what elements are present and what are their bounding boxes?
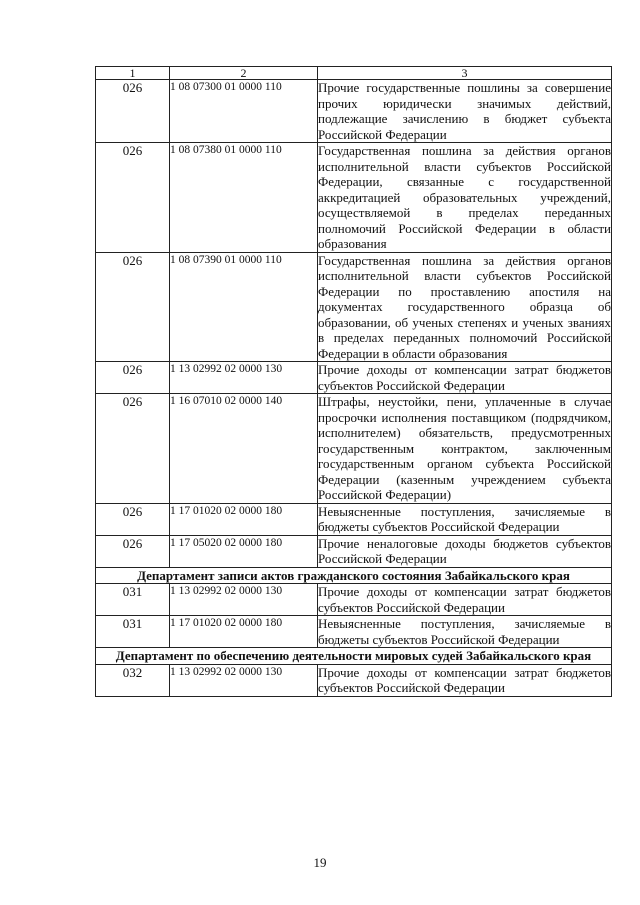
table-row [96,252,612,362]
administrator-code: 026 [96,362,170,394]
revenue-classification-code: 1 13 02992 02 0000 130 [170,664,318,696]
revenue-classification-code: 1 08 07390 01 0000 110 [170,252,318,362]
administrator-code: 026 [96,143,170,253]
administrator-code: 032 [96,664,170,696]
revenue-description: Прочие государственные пошлины за совершение прочих юридически значимых действий, подлежащие зачислению в бюджет субъекта Российской Федерации [318,80,611,142]
table-row [96,584,612,616]
section-title: Департамент по обеспечению деятельности мировых судей Забайкальского края [96,648,612,665]
revenue-classification-code: 1 17 01020 02 0000 180 [170,503,318,535]
table-row [96,362,612,394]
section-header-row [96,567,612,584]
section-header-row [96,648,612,665]
table-row [96,394,612,504]
revenue-classification-code: 1 16 07010 02 0000 140 [170,394,318,504]
page-number: 19 [313,855,327,870]
table-row [96,616,612,648]
section-title: Департамент записи актов гражданского состояния Забайкальского края [96,567,612,584]
revenue-description: Прочие неналоговые доходы бюджетов субъектов Российской Федерации [318,535,611,566]
administrator-code: 031 [96,584,170,616]
administrator-code: 031 [96,616,170,648]
administrator-code: 026 [96,503,170,535]
header-col-1: 1 [96,67,170,80]
table-row [96,503,612,535]
table-row [96,664,612,696]
revenue-classification-code: 1 08 07380 01 0000 110 [170,143,318,253]
revenue-description: Штрафы, неустойки, пени, уплаченные в случае просрочки исполнения поставщиком (подрядчиком, исполнителем) обязательств, предусмотренных государственным контрактом, заключенным государственным органом субъекта Российской Федерации (казенным учреждением субъекта Российской Федерации) [318,394,611,502]
revenue-description: Прочие доходы от компенсации затрат бюджетов субъектов Российской Федерации [318,664,611,695]
table-row [96,535,612,567]
administrator-code: 026 [96,394,170,504]
table-row [96,143,612,253]
administrator-code: 026 [96,535,170,567]
administrator-code: 026 [96,80,170,143]
revenue-description: Прочие доходы от компенсации затрат бюджетов субъектов Российской Федерации [318,584,611,615]
revenue-description: Невыясненные поступления, зачисляемые в бюджеты субъектов Российской Федерации [318,616,611,647]
table-body [96,67,612,697]
revenue-description: Государственная пошлина за действия органов исполнительной власти субъектов Российской Федерации, связанные с государственной аккредитацией образовательных учреждений, осуществляемой в пределах переданных полномочий Российской Федерации в области образования [318,143,611,251]
table-row [96,80,612,143]
table-header-row [96,67,612,80]
revenue-codes-table [95,66,612,697]
revenue-classification-code: 1 17 05020 02 0000 180 [170,535,318,567]
revenue-classification-code: 1 08 07300 01 0000 110 [170,80,318,143]
administrator-code: 026 [96,252,170,362]
revenue-classification-code: 1 17 01020 02 0000 180 [170,616,318,648]
revenue-classification-code: 1 13 02992 02 0000 130 [170,362,318,394]
revenue-description: Прочие доходы от компенсации затрат бюджетов субъектов Российской Федерации [318,362,611,393]
revenue-description: Государственная пошлина за действия органов исполнительной власти субъектов Российской Федерации по проставлению апостиля на документах государственного образца об образовании, об ученых степенях и ученых званиях в пределах переданных полномочий Российской Федерации в области образования [318,252,611,361]
revenue-classification-code: 1 13 02992 02 0000 130 [170,584,318,616]
revenue-description: Невыясненные поступления, зачисляемые в бюджеты субъектов Российской Федерации [318,503,611,534]
header-col-2: 2 [170,67,318,80]
header-col-3: 3 [318,67,612,80]
